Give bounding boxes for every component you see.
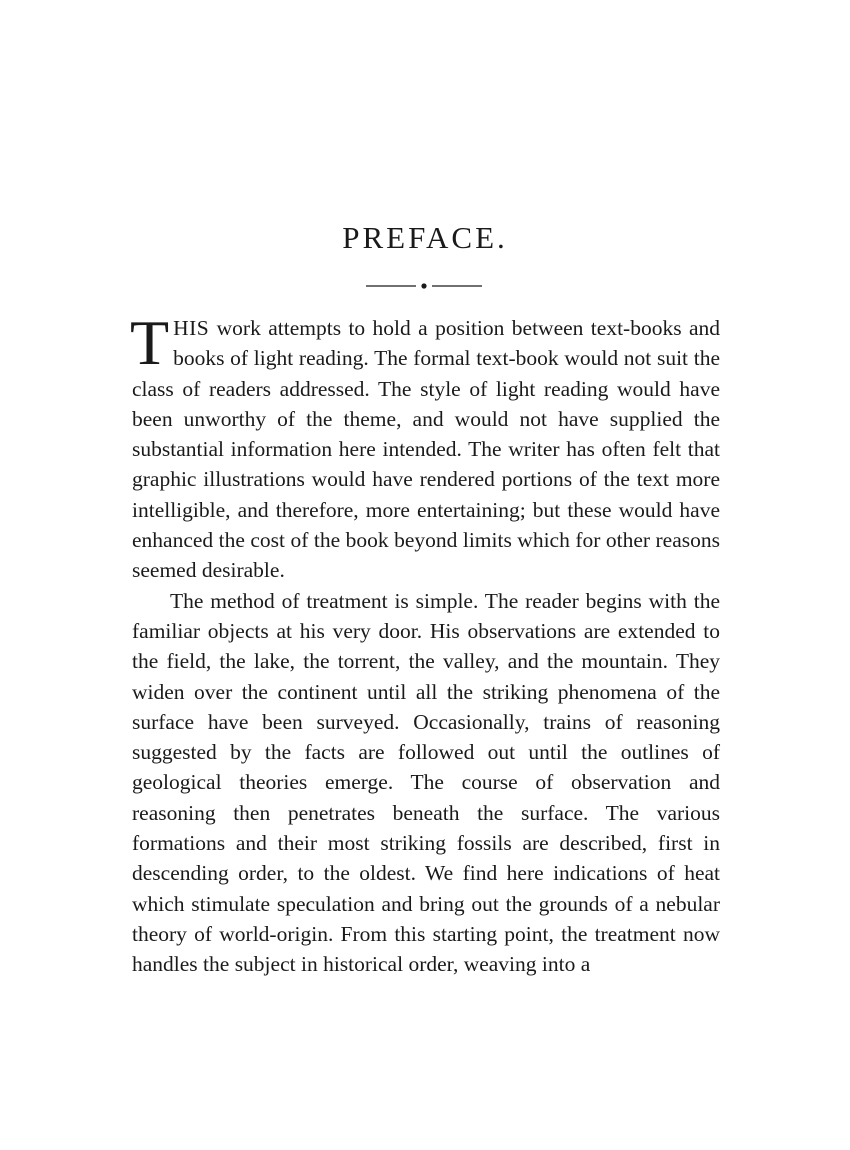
paragraph-text: The method of treatment is simple. The reader begins with the familiar objects at his very door. His observations are extended to the field, the lake, the torrent, the valley, and the mountain. They widen over the continent until all the striking phenomena of the surface have been surveyed. Occasionally, trains of reasoning suggested by the facts are followed out until the outlines of geological theories emerge. The course of observation and reasoning then penetrates beneath the surface. The various formations and their most striking fossils are described, first in descending order, to the oldest. We find here indications of heat which stimulate speculation and bring out the grounds of a nebular theory of world-origin. From this starting point, the treatment now handles the subject in historical order, weaving into a: [132, 588, 720, 977]
paragraph: [130, 307, 720, 586]
body-text: [130, 307, 720, 980]
paragraph: [132, 586, 720, 980]
ornament-divider: [366, 283, 482, 289]
drop-cap: T: [130, 307, 170, 378]
lead-in: HIS: [173, 316, 210, 340]
page-title: PREFACE.: [342, 220, 508, 255]
paragraph-text: work attempts to hold a position between text-books and books of light reading. The formal text-book would not suit the class of readers addressed. The style of light reading would have been unworthy of the theme, and would not have supplied the substantial information here intended. The writer has often felt that graphic illustrations would have rendered portions of the text more intelligible, and therefore, more entertaining; but these would have enhanced the cost of the book beyond limits which for other reasons seemed desirable.: [132, 316, 720, 583]
